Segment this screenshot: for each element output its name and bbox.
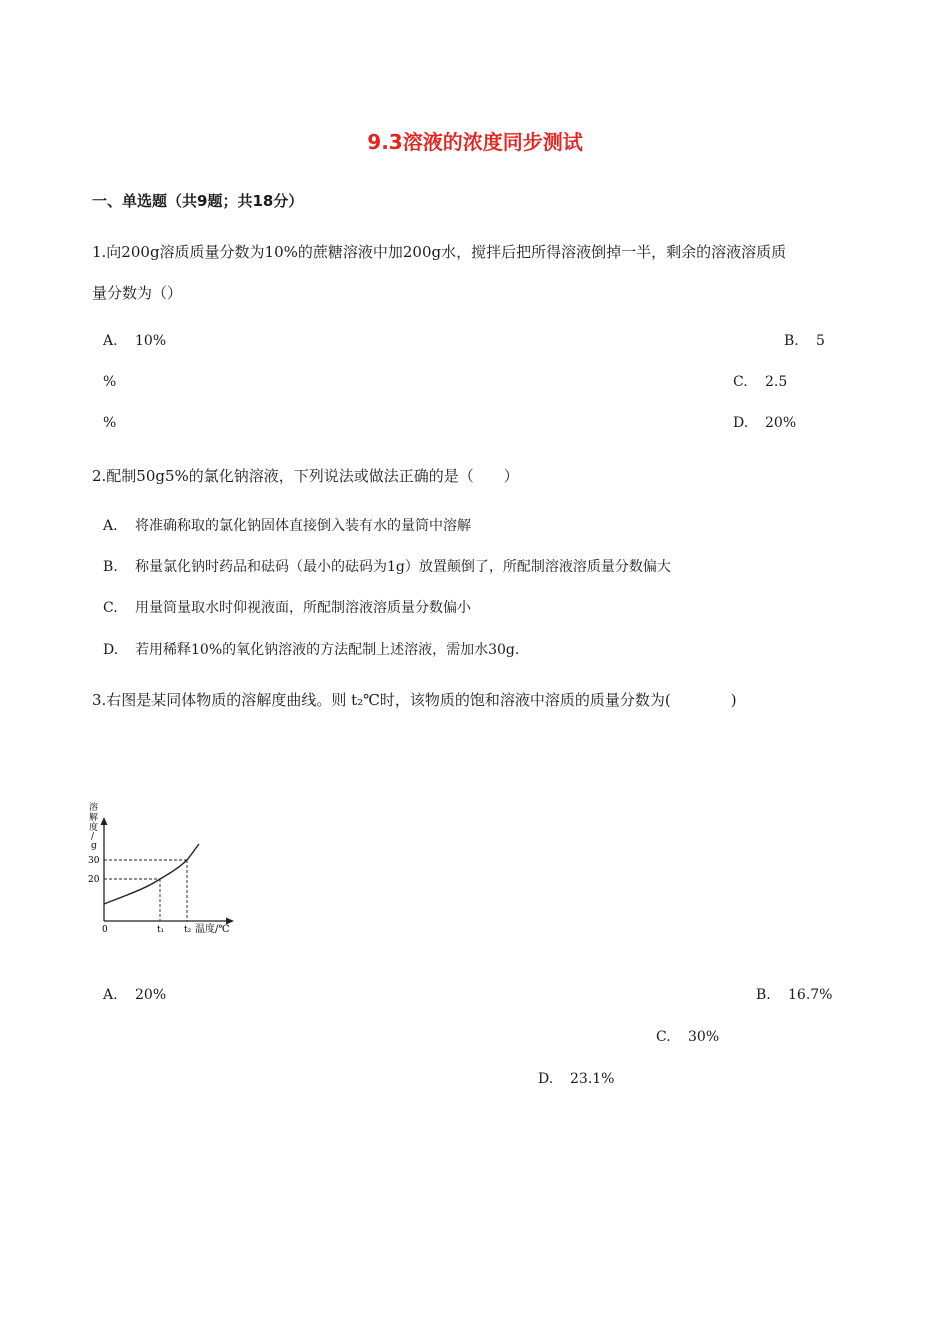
y-tick-label: 30 (88, 856, 100, 866)
solubility-curve (104, 844, 199, 904)
q3-option-b (756, 987, 832, 1003)
page-title: 9.3溶液的浓度同步测试 (367, 130, 583, 154)
q2-option-b (103, 556, 671, 576)
q1-option-d (733, 415, 796, 431)
question-3-stem: 3.右图是某同体物质的溶解度曲线。则 t₂℃时，该物质的饱和溶液中溶质的质量分数为( ) (92, 691, 737, 709)
option-letter: B. (103, 559, 118, 575)
q1-option-c (733, 374, 787, 390)
y-tick-label: 20 (88, 875, 100, 885)
option-text: 16.7% (788, 987, 833, 1003)
option-text: 若用稀释10%的氧化钠溶液的方法配制上述溶液，需加水30g. (135, 642, 520, 658)
section-heading: 一、单选题（共9题；共18分） (92, 192, 304, 210)
option-letter: C. (733, 374, 748, 390)
option-text: 称量氯化钠时药品和砝码（最小的砝码为1g）放置颠倒了，所配制溶液溶质量分数偏大 (135, 559, 671, 575)
q1-option-b (784, 333, 825, 349)
option-text: 20% (135, 987, 167, 1003)
option-text: 30% (688, 1029, 720, 1045)
question-1-stem-line2: 量分数为（） (92, 284, 183, 302)
ylabel-char: g (91, 841, 97, 851)
option-letter: A. (103, 518, 118, 534)
option-text: 10% (135, 333, 167, 349)
q3-option-d (538, 1071, 614, 1087)
option-text: 20% (765, 415, 797, 431)
q1-option-a (103, 333, 166, 349)
option-letter: A. (103, 333, 118, 349)
option-letter: A. (103, 987, 118, 1003)
x-axis-label: 温度/℃ (195, 924, 230, 935)
q3-option-c (656, 1029, 719, 1045)
x-tick-label: t₂ (184, 925, 192, 935)
option-letter: B. (756, 987, 771, 1003)
q1-option-b-tail: % (103, 374, 117, 390)
q3-option-a (103, 987, 166, 1003)
option-letter: C. (103, 600, 118, 616)
x-tick-label: t₁ (157, 925, 165, 935)
option-text: 2.5 (765, 374, 788, 390)
origin-label: 0 (102, 925, 108, 935)
question-1-stem-line1: 1.向200g溶质质量分数为10%的蔗糖溶液中加200g水，搅拌后把所得溶液倒掉一半，剩余的溶液溶质质 (92, 243, 787, 261)
q2-option-c (103, 597, 471, 617)
option-text: 将准确称取的氯化钠固体直接倒入装有水的量筒中溶解 (135, 518, 471, 534)
ylabel-char: / (91, 832, 95, 842)
q2-option-a (103, 515, 471, 535)
option-letter: D. (538, 1071, 554, 1087)
option-letter: B. (784, 333, 799, 349)
solubility-curve-figure (82, 798, 247, 938)
q1-option-c-tail: % (103, 415, 117, 431)
ylabel-char: 度 (89, 823, 99, 833)
question-2-stem: 2.配制50g5%的氯化钠溶液，下列说法或做法正确的是（ ） (92, 467, 519, 485)
q2-option-d (103, 639, 519, 659)
ylabel-char: 解 (89, 813, 99, 823)
option-text: 23.1% (570, 1071, 615, 1087)
option-text: 5 (816, 333, 825, 349)
option-letter: C. (656, 1029, 671, 1045)
option-letter: D. (103, 642, 119, 658)
y-axis-arrow (101, 817, 108, 825)
option-text: 用量筒量取水时仰视液面，所配制溶液溶质量分数偏小 (135, 600, 471, 616)
ylabel-char: 溶 (89, 803, 99, 813)
option-letter: D. (733, 415, 749, 431)
